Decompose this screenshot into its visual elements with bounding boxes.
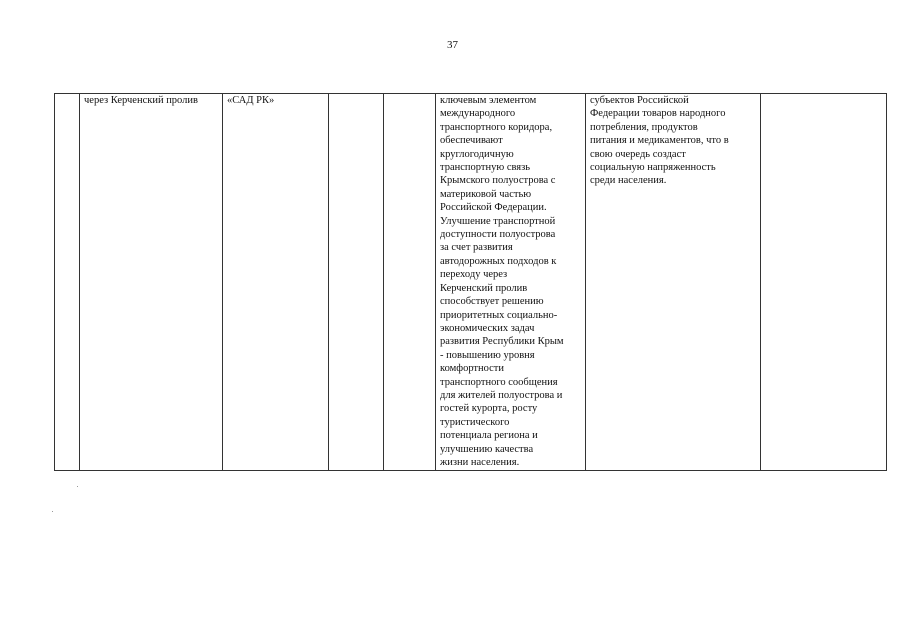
text-line: экономических задач [440, 322, 535, 334]
text-line: международного [440, 108, 516, 120]
text-line: доступности полуострова [440, 229, 556, 241]
table-cell-consequences [586, 94, 761, 471]
text-line: развития Республики Крым [440, 336, 564, 348]
text-line: круглогодичную [440, 148, 514, 160]
cell-text: через Керченский пролив [84, 95, 198, 106]
text-line: субъектов Российской [590, 95, 689, 106]
text-line: Керченский пролив [440, 282, 528, 294]
page-number: 37 [447, 39, 458, 51]
table-cell-empty [761, 94, 887, 471]
text-line: переходу через [440, 269, 508, 281]
text-line: Федерации товаров народного [590, 108, 726, 120]
table-row [55, 94, 887, 471]
text-line: туристического [440, 416, 510, 428]
text-line: транспортного сообщения [440, 376, 558, 388]
text-line: Российской Федерации. [440, 202, 547, 214]
text-line: потребления, продуктов [590, 121, 698, 133]
text-line: гостей курорта, росту [440, 403, 538, 415]
text-line: приоритетных социально- [440, 309, 558, 321]
text-line: транспортную связь [440, 162, 531, 174]
text-line: материковой частью [440, 188, 532, 200]
text-line: свою очередь создаст [590, 148, 686, 160]
table-cell-object [80, 94, 223, 471]
text-line: Улучшение транспортной [440, 215, 556, 227]
text-line: для жителей полуострова и [440, 389, 563, 401]
cell-text: «САД РК» [227, 95, 275, 106]
document-table [54, 93, 887, 471]
table-cell-empty [384, 94, 436, 471]
text-line: комфортности [440, 363, 505, 375]
scan-speck [52, 511, 53, 512]
text-line: потенциала региона и [440, 430, 538, 442]
text-line: ключевым элементом [440, 95, 537, 106]
scan-speck [77, 486, 78, 487]
text-line: Крымского полуострова с [440, 175, 556, 187]
text-line: социальную напряженность [590, 162, 716, 174]
text-line: обеспечивают [440, 135, 503, 147]
text-line: улучшению качества [440, 443, 534, 455]
table-cell-index [55, 94, 80, 471]
text-line: способствует решению [440, 296, 544, 308]
text-line: автодорожных подходов к [440, 255, 557, 267]
table-cell-empty [329, 94, 384, 471]
text-line: питания и медикаментов, что в [590, 135, 729, 147]
text-line: среди населения. [590, 175, 667, 187]
cell-text [590, 94, 756, 188]
table-cell-description [436, 94, 586, 471]
cell-text [440, 94, 581, 469]
text-line: жизни населения. [440, 456, 520, 468]
table-cell-organization [223, 94, 329, 471]
text-line: - повышению уровня [440, 349, 535, 361]
text-line: за счет развития [440, 242, 513, 254]
text-line: транспортного коридора, [440, 121, 553, 133]
